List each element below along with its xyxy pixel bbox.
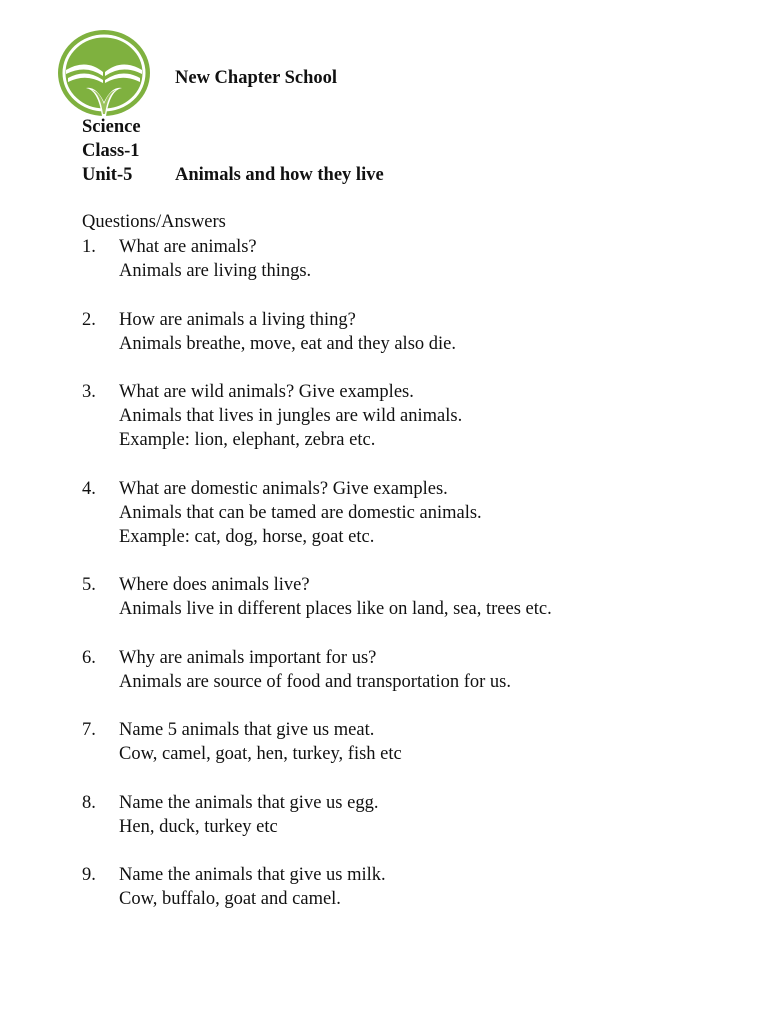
class-label: Class-1 [82, 141, 140, 161]
qa-list [82, 235, 742, 936]
qa-number: 2. [82, 309, 96, 330]
school-name: New Chapter School [175, 68, 338, 88]
qa-item [82, 477, 742, 549]
qa-number: 6. [82, 647, 96, 668]
unit-label: Unit-5 [82, 165, 133, 185]
qa-question: How are animals a living thing? [119, 309, 356, 330]
qa-number: 4. [82, 478, 96, 499]
qa-number: 7. [82, 720, 96, 740]
unit-title: Animals and how they live [175, 165, 384, 185]
qa-item [82, 718, 742, 766]
qa-question: Name 5 animals that give us meat. [119, 720, 375, 740]
qa-answer: Animals that lives in jungles are wild animals. [119, 406, 463, 426]
qa-item [82, 235, 742, 283]
qa-question: What are animals? [119, 237, 257, 257]
qa-question: What are wild animals? Give examples. [119, 382, 414, 402]
qa-answer: Animals breathe, move, eat and they also die. [119, 333, 457, 354]
qa-number: 1. [82, 237, 96, 257]
qa-answer: Cow, camel, goat, hen, turkey, fish etc [119, 744, 402, 764]
qa-item [82, 573, 742, 621]
subject-label: Science [82, 117, 141, 137]
section-heading: Questions/Answers [82, 212, 226, 232]
qa-question: Why are animals important for us? [119, 647, 377, 668]
qa-answer: Cow, buffalo, goat and camel. [119, 889, 341, 909]
qa-question: What are domestic animals? Give examples. [119, 478, 448, 499]
qa-question: Name the animals that give us milk. [119, 865, 386, 885]
qa-answer: Animals that can be tamed are domestic animals. [119, 502, 482, 523]
qa-item [82, 791, 742, 839]
qa-item [82, 308, 742, 356]
qa-answer: Animals are source of food and transportation for us. [119, 671, 511, 692]
qa-answer: Hen, duck, turkey etc [119, 816, 278, 837]
qa-answer-example: Example: cat, dog, horse, goat etc. [119, 526, 375, 547]
qa-item [82, 863, 742, 911]
open-book-logo-icon [56, 28, 152, 118]
qa-question: Where does animals live? [119, 575, 310, 595]
qa-answer-example: Example: lion, elephant, zebra etc. [119, 430, 376, 450]
school-logo [56, 28, 152, 118]
qa-question: Name the animals that give us egg. [119, 792, 379, 813]
qa-number: 9. [82, 865, 96, 885]
qa-item [82, 380, 742, 452]
qa-number: 3. [82, 382, 96, 402]
qa-answer: Animals live in different places like on land, sea, trees etc. [119, 599, 552, 619]
qa-answer: Animals are living things. [119, 261, 312, 281]
qa-number: 8. [82, 792, 96, 813]
qa-number: 5. [82, 575, 96, 595]
qa-item [82, 646, 742, 694]
